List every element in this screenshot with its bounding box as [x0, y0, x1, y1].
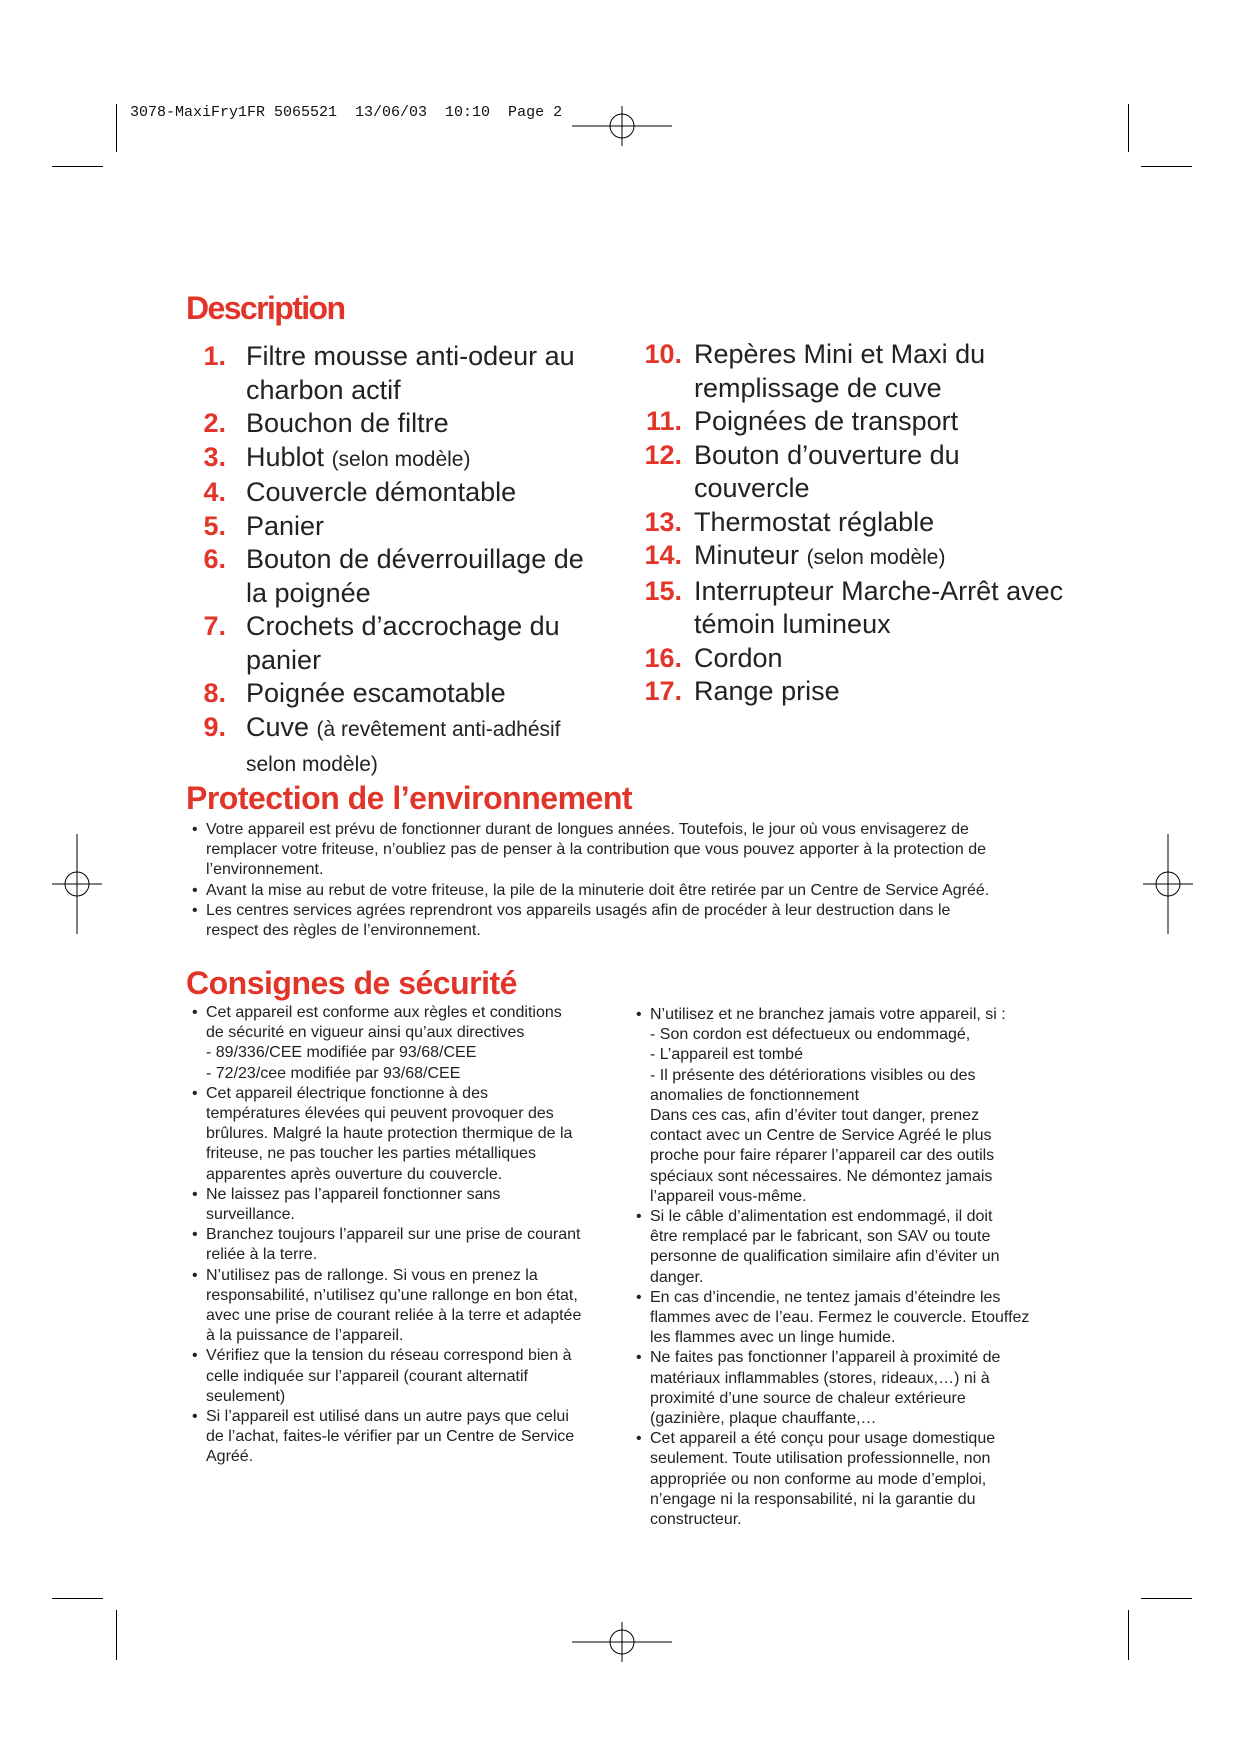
bullet-item: [636, 1348, 1061, 1429]
registration-mark-right: [1143, 834, 1193, 934]
item-number: 9.: [203, 711, 226, 742]
item-number: 1.: [203, 341, 226, 371]
item-text: Cuve: [246, 711, 317, 742]
item-text: Filtre mousse anti-odeur au charbon actif: [246, 341, 575, 405]
bullet-line: flammes avec de l’eau. Fermez le couvercle. Etouffez: [650, 1309, 1030, 1327]
crop-mark: [52, 166, 103, 167]
item-text: Interrupteur Marche-Arrêt avec témoin lumineux: [694, 575, 1064, 639]
bullet-line: proximité d’une source de chaleur extérieure: [650, 1389, 966, 1407]
description-item: [634, 642, 1074, 676]
bullet-line: seulement): [206, 1387, 286, 1405]
bullet-line: • Vérifiez que la tension du réseau correspond bien à: [206, 1347, 572, 1365]
item-number: 12.: [644, 439, 682, 470]
bullet-line: remplacer votre friteuse, n’oubliez pas de penser à la contribution que vous pouvez apporter à la protection de: [206, 841, 987, 859]
item-number: 2.: [203, 408, 226, 438]
bullet-line: être remplacé par le fabricant, son SAV ou toute: [650, 1228, 991, 1246]
item-number: 3.: [203, 441, 226, 472]
item-text: Bouton de déverrouillage de la poignée: [246, 544, 584, 608]
description-item: [634, 506, 1074, 540]
item-number: 17.: [644, 676, 682, 706]
crop-mark: [1141, 166, 1192, 167]
registration-mark-left: [52, 834, 102, 934]
description-item: [634, 338, 1074, 405]
item-text: Hublot: [246, 441, 332, 472]
bullet-item: [636, 1005, 1061, 1207]
environment-heading: Protection de l’environnement: [186, 780, 633, 816]
bullet-line: • Ne faites pas fonctionner l’appareil à proximité de: [650, 1349, 1001, 1367]
item-number: 13.: [644, 506, 682, 537]
bullet-line: l’environnement.: [206, 861, 324, 879]
description-item: [186, 610, 606, 677]
description-item: [634, 439, 1074, 506]
item-text: Poignée escamotable: [246, 678, 506, 708]
crop-mark: [1128, 1610, 1129, 1660]
bullet-line: celle indiquée sur l’appareil (courant alternatif: [206, 1367, 528, 1385]
item-number: 14.: [644, 540, 682, 570]
bullet-line: • Cet appareil est conforme aux règles et conditions: [206, 1004, 562, 1021]
bullet-line: apparentes après ouverture du couvercle.: [206, 1165, 503, 1183]
description-item: [186, 711, 606, 782]
item-number: 7.: [203, 611, 226, 641]
crop-mark: [1128, 104, 1129, 152]
bullet-line: personne de qualification similaire afin d’éviter un: [650, 1248, 1000, 1266]
bullet-line: l’appareil vous-même.: [650, 1187, 807, 1205]
crop-mark: [1141, 1598, 1192, 1599]
bullet-line: constructeur.: [650, 1511, 742, 1529]
bullet-line: - 89/336/CEE modifiée par 93/68/CEE: [206, 1044, 477, 1062]
bullet-line: friteuse, ne pas toucher les parties métalliques: [206, 1145, 536, 1163]
bullet-line: • Si le câble d’alimentation est endommagé, il doit: [650, 1208, 993, 1226]
registration-mark-top: [572, 106, 672, 146]
bullet-item: [192, 1084, 612, 1185]
description-item: [186, 677, 606, 711]
bullet-line: - 72/23/cee modifiée par 93/68/CEE: [206, 1064, 461, 1082]
bullet-line: brûlures. Malgré la haute protection thermique de la: [206, 1125, 573, 1143]
item-text: Panier: [246, 510, 325, 541]
bullet-item: [192, 1266, 612, 1347]
description-list-left: [186, 340, 606, 782]
item-text: Bouchon de filtre: [246, 408, 449, 438]
description-item: [186, 510, 606, 544]
bullet-line: n’engage ni la responsabilité, ni la garantie du: [650, 1490, 976, 1508]
bullet-line: matériaux inflammables (stores, rideaux,…) ni à: [650, 1369, 990, 1387]
item-text: Bouton d’ouverture du couvercle: [694, 439, 960, 503]
description-list-right: [634, 338, 1074, 709]
bullet-item: [192, 1225, 612, 1265]
bullet-line: contact avec un Centre de Service Agréé le plus: [650, 1127, 992, 1145]
bullet-item: [636, 1207, 1061, 1288]
bullet-line: Agréé.: [206, 1448, 254, 1466]
bullet-line: reliée à la terre.: [206, 1246, 318, 1264]
item-text: Minuteur: [694, 540, 807, 570]
item-text: Repères Mini et Maxi du remplissage de cuve: [694, 339, 986, 403]
crop-mark: [52, 1598, 103, 1599]
item-note: (selon modèle): [806, 546, 946, 569]
item-number: 4.: [203, 477, 226, 507]
bullet-line: • Branchez toujours l’appareil sur une prise de courant: [206, 1226, 581, 1244]
bullet-line: • Votre appareil est prévu de fonctionner durant de longues années. Toutefois, le jour où vous envisagerez de: [206, 821, 969, 838]
bullet-line: • Avant la mise au rebut de votre friteuse, la pile de la minuterie doit être retirée par un Centre de Service Agréé.: [206, 881, 990, 899]
bullet-line: à la puissance de l’appareil.: [206, 1327, 404, 1345]
bullet-line: • En cas d’incendie, ne tentez jamais d’éteindre les: [650, 1288, 1001, 1306]
bullet-line: • Ne laissez pas l’appareil fonctionner sans: [206, 1185, 501, 1203]
bullet-item: [192, 901, 1072, 941]
safety-heading: Consignes de sécurité: [186, 965, 517, 1001]
bullet-item: [192, 1185, 612, 1225]
item-number: 8.: [203, 678, 226, 708]
print-slug: 3078-MaxiFry1FR 5065521 13/06/03 10:10 Page 2: [130, 104, 563, 121]
crop-mark: [116, 1610, 117, 1660]
description-item: [634, 539, 1074, 575]
description-item: [634, 405, 1074, 439]
bullet-line: danger.: [650, 1268, 704, 1286]
item-number: 5.: [203, 510, 226, 541]
item-number: 10.: [644, 339, 682, 369]
safety-list-right: [636, 1005, 1061, 1530]
item-text: Cordon: [694, 642, 783, 673]
bullet-line: de sécurité en vigueur ainsi qu’aux directives: [206, 1024, 525, 1042]
bullet-item: [192, 1407, 612, 1468]
bullet-line: • Si l’appareil est utilisé dans un autre pays que celui: [206, 1408, 569, 1426]
description-heading: Description: [186, 290, 345, 326]
bullet-line: les flammes avec un linge humide.: [650, 1329, 896, 1347]
bullet-line: appropriée ou non conforme au mode d’emploi,: [650, 1470, 987, 1488]
crop-mark: [116, 104, 117, 152]
bullet-line: seulement. Toute utilisation professionnelle, non: [650, 1450, 991, 1468]
item-text: Poignées de transport: [694, 406, 959, 436]
bullet-item: [192, 881, 1072, 901]
bullet-line: de l’achat, faites-le vérifier par un Centre de Service: [206, 1428, 575, 1446]
bullet-line: surveillance.: [206, 1206, 295, 1224]
item-number: 15.: [644, 575, 682, 606]
bullet-item: [192, 820, 1072, 881]
registration-mark-bottom: [572, 1622, 672, 1662]
description-item: [186, 340, 606, 407]
description-item: [186, 476, 606, 510]
bullet-line: températures élevées qui peuvent provoquer des: [206, 1105, 554, 1123]
bullet-line: (gazinière, plaque chauffante,…: [650, 1410, 877, 1428]
safety-list-left: [192, 1003, 612, 1468]
description-item: [634, 575, 1074, 642]
item-number: 16.: [644, 642, 682, 673]
item-text: Crochets d’accrochage du panier: [246, 611, 560, 675]
description-item: [186, 407, 606, 441]
description-item: [186, 543, 606, 610]
bullet-line: avec une prise de courant reliée à la terre et adaptée: [206, 1307, 582, 1325]
bullet-line: spéciaux sont nécessaires. Ne démontez jamais: [650, 1167, 993, 1185]
bullet-line: respect des règles de l’environnement.: [206, 922, 481, 940]
bullet-line: anomalies de fonctionnement: [650, 1086, 860, 1104]
bullet-item: [192, 1346, 612, 1407]
item-number: 11.: [645, 406, 682, 436]
environment-list: [192, 820, 1072, 941]
item-note: (à revêtement anti-adhésif selon modèle): [246, 717, 561, 776]
bullet-item: [636, 1288, 1061, 1349]
bullet-item: [636, 1429, 1061, 1530]
bullet-line: - Il présente des détériorations visibles ou des: [650, 1066, 976, 1084]
description-item: [634, 675, 1074, 709]
bullet-line: Dans ces cas, afin d’éviter tout danger, prenez: [650, 1107, 980, 1125]
bullet-line: responsabilité, n’utilisez qu’une rallonge en bon état,: [206, 1286, 578, 1304]
bullet-line: • N’utilisez pas de rallonge. Si vous en prenez la: [206, 1266, 538, 1284]
bullet-line: proche pour faire réparer l’appareil car des outils: [650, 1147, 995, 1165]
item-text: Range prise: [694, 676, 840, 706]
item-note: (selon modèle): [331, 447, 471, 471]
bullet-item: [192, 1003, 612, 1084]
item-text: Couvercle démontable: [246, 477, 517, 507]
item-text: Thermostat réglable: [694, 506, 935, 537]
bullet-line: - Son cordon est défectueux ou endommagé,: [650, 1026, 971, 1044]
bullet-line: • Les centres services agrées reprendront vos appareils usagés afin de procéder à leur destruction dans le: [206, 901, 951, 919]
description-item: [186, 441, 606, 477]
bullet-line: • Cet appareil a été conçu pour usage domestique: [650, 1430, 996, 1448]
bullet-line: • Cet appareil électrique fonctionne à des: [206, 1084, 488, 1102]
item-number: 6.: [203, 544, 226, 574]
bullet-line: • N’utilisez et ne branchez jamais votre appareil, si :: [650, 1006, 1006, 1023]
bullet-line: - L’appareil est tombé: [650, 1046, 803, 1064]
